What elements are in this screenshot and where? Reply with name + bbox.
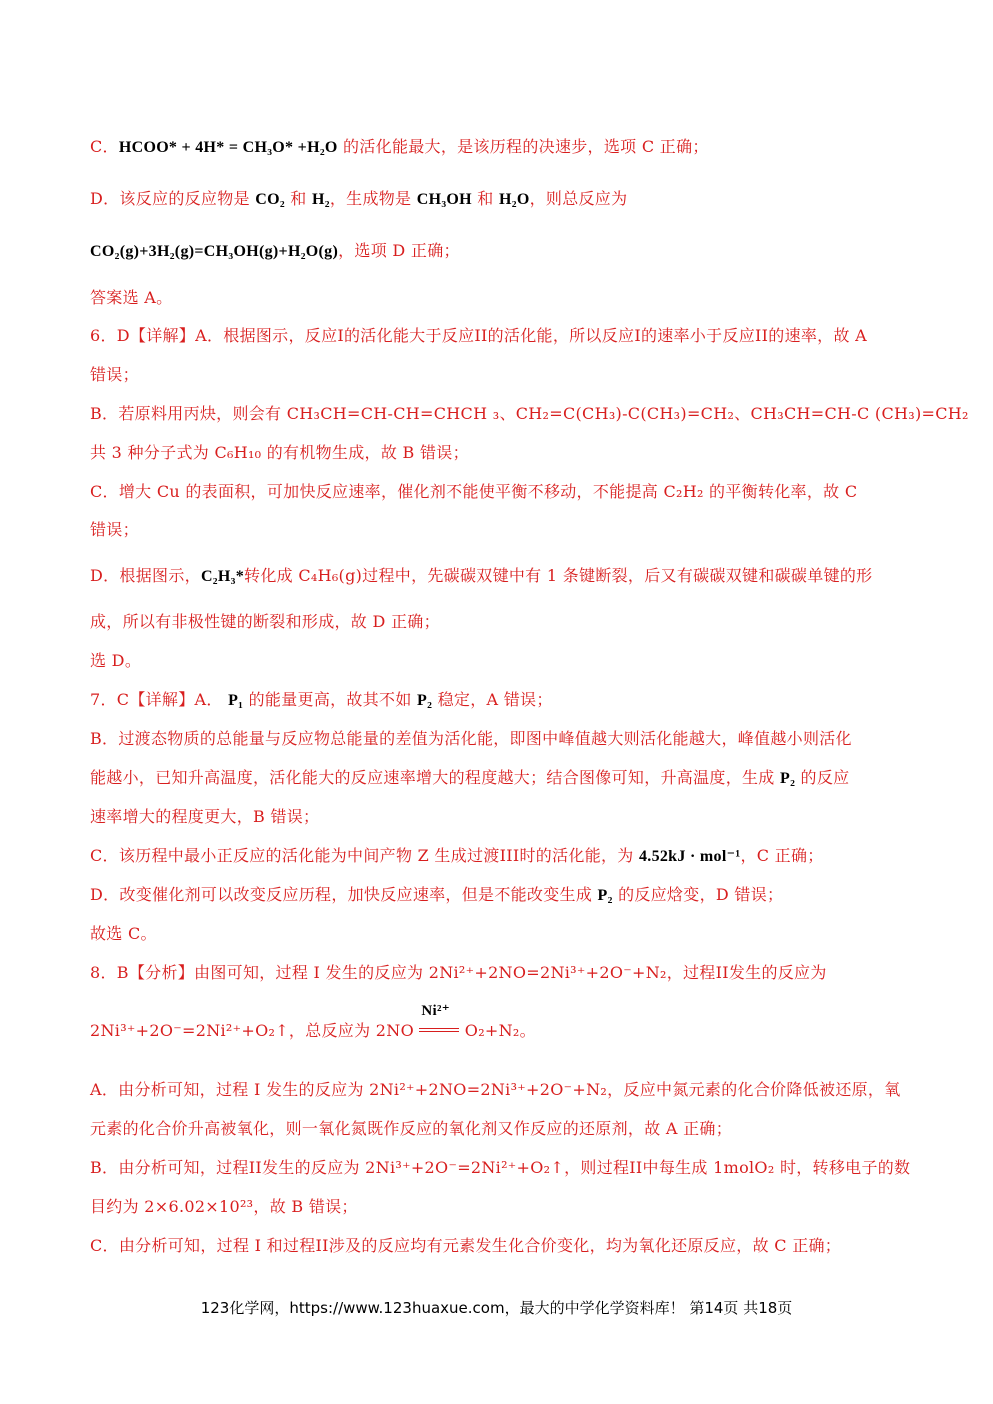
text-run: 元素的化合价升高被氧化，则一氧化氮既作反应的氧化剂又作反应的还原剂，故 A 正确； bbox=[90, 1119, 733, 1138]
text-line-q6 bbox=[90, 325, 903, 347]
text-run: 7．C【详解】A． bbox=[90, 690, 229, 709]
text-line-q8a2 bbox=[90, 1118, 903, 1140]
text-line-ans6 bbox=[90, 650, 903, 672]
text-run: 转化成 C₄H₆(g)过程中，先碳碳双键中有 1 条键断裂，后又有碳碳双键和碳碳单键的形 bbox=[244, 566, 873, 585]
text-run: 8．B【分析】由图可知，过程 I 发生的反应为 2Ni²⁺+2NO=2Ni³⁺+2O⁻+N₂，过程II发生的反应为 bbox=[90, 963, 827, 982]
formula: P₂ bbox=[780, 770, 796, 787]
text-line-q8 bbox=[90, 962, 903, 984]
formula: P₂ bbox=[597, 887, 613, 904]
formula: HCOO* + 4H* = CH₃O* +H₂O bbox=[118, 139, 338, 156]
text-run: 共 3 种分子式为 C₆H₁₀ 的有机物生成，故 B 错误； bbox=[90, 443, 469, 462]
text-line-ans7 bbox=[90, 923, 903, 945]
text-line-q6b bbox=[90, 403, 969, 425]
catalyst-label: Ni²⁺ bbox=[421, 1003, 451, 1019]
formula: H₂O bbox=[499, 191, 530, 208]
text-run: A．由分析可知，过程 I 发生的反应为 2Ni²⁺+2NO=2Ni³⁺+2O⁻+N₂，反应中氮元素的化合价降低被还原，氧 bbox=[90, 1080, 901, 1099]
text-line-q7c bbox=[90, 845, 903, 868]
formula: C₂H₃* bbox=[200, 568, 245, 585]
text-run: ，选项 D 正确； bbox=[338, 241, 460, 260]
formula: P₁ bbox=[228, 692, 244, 709]
text-line-q8b bbox=[90, 1157, 911, 1179]
text-run: 和 bbox=[471, 189, 499, 208]
page-footer: 123化学网，https://www.123huaxue.com，最大的中学化学资料库！ 第14页 共18页 bbox=[200, 1299, 793, 1317]
text-line-q8b2 bbox=[90, 1196, 903, 1218]
text-run: C． bbox=[90, 137, 119, 156]
text-run: 错误； bbox=[90, 520, 139, 539]
text-run: 2Ni³⁺+2O⁻=2Ni²⁺+O₂↑，总反应为 2NO bbox=[90, 1021, 420, 1040]
text-run: 和 bbox=[284, 189, 312, 208]
text-line-c5 bbox=[90, 136, 903, 159]
text-run: D．该反应的反应物是 bbox=[90, 189, 256, 208]
text-run: 的反应焓变，D 错误； bbox=[612, 885, 784, 904]
text-line-q6d bbox=[90, 565, 903, 588]
catalyst-equals-sign bbox=[419, 1003, 459, 1042]
text-line-q7b2 bbox=[90, 767, 903, 790]
text-run: 选 D。 bbox=[90, 651, 142, 670]
text-run: 的能量更高，故其不如 bbox=[243, 690, 418, 709]
text-line-ans5 bbox=[90, 287, 903, 309]
text-line-q7b bbox=[90, 728, 903, 750]
text-line-q8r bbox=[90, 1003, 903, 1042]
text-run: B．若原料用丙炔，则会有 CH₃CH=CH-CH=CHCH ₃、CH₂=C(CH₃)-C(CH₃)=CH₂、CH₃CH=CH-C (CH₃)=CH₂ bbox=[90, 404, 969, 423]
text-run: C．由分析可知，过程 I 和过程II涉及的反应均有元素发生化合价变化，均为氧化还原反应，故 C 正确； bbox=[90, 1236, 842, 1255]
text-run: ，生成物是 bbox=[329, 189, 417, 208]
text-line-q7 bbox=[90, 689, 903, 712]
text-run: 速率增大的程度更大，B 错误； bbox=[90, 807, 320, 826]
text-run: ，C 正确； bbox=[740, 846, 824, 865]
text-run: 的活化能最大，是该历程的决速步，选项 C 正确； bbox=[337, 137, 709, 156]
formula: CH₃OH bbox=[416, 191, 472, 208]
double-line bbox=[419, 1028, 459, 1032]
text-run: D．根据图示， bbox=[90, 566, 201, 585]
text-line-q6d2 bbox=[90, 611, 903, 633]
text-line-q6b2 bbox=[90, 442, 903, 464]
text-run: 6．D【详解】A．根据图示，反应I的活化能大于反应II的活化能，所以反应I的速率小于反应II的速率，故 A bbox=[90, 326, 868, 345]
text-line-q6a2 bbox=[90, 364, 903, 386]
text-run: 的反应 bbox=[795, 768, 850, 787]
text-line-q6c2 bbox=[90, 519, 903, 541]
text-run: 稳定，A 错误； bbox=[432, 690, 553, 709]
formula: CO₂(g)+3H₂(g)=CH₃OH(g)+H₂O(g) bbox=[90, 243, 339, 260]
text-line-q8c bbox=[90, 1235, 903, 1257]
text-run: B．过渡态物质的总能量与反应物总能量的差值为活化能，即图中峰值越大则活化能越大，峰值越小则活化 bbox=[90, 729, 852, 748]
text-run: 故选 C。 bbox=[90, 924, 157, 943]
text-line-d5 bbox=[90, 188, 903, 211]
text-run: D．改变催化剂可以改变反应历程，加快反应速率，但是不能改变生成 bbox=[90, 885, 598, 904]
text-run: O₂+N₂。 bbox=[459, 1021, 536, 1040]
text-run: 能越小，已知升高温度，活化能大的反应速率增大的程度越大；结合图像可知，升高温度，生成 bbox=[90, 768, 780, 787]
text-run: C．该历程中最小正反应的活化能为中间产物 Z 生成过渡III时的活化能，为 bbox=[90, 846, 639, 865]
text-run: C．增大 Cu 的表面积，可加快反应速率，催化剂不能使平衡不移动，不能提高 C₂H₂ 的平衡转化率，故 C bbox=[90, 482, 858, 501]
text-run: 目约为 2×6.02×10²³，故 B 错误； bbox=[90, 1197, 358, 1216]
formula: CO₂ bbox=[255, 191, 285, 208]
text-line-q6c bbox=[90, 481, 903, 503]
text-run: ，则总反应为 bbox=[529, 189, 628, 208]
text-line-d5b bbox=[90, 240, 903, 263]
text-line-q7d bbox=[90, 884, 903, 907]
formula: 4.52kJ · mol⁻¹ bbox=[638, 848, 741, 865]
formula: P₂ bbox=[417, 692, 433, 709]
formula: H₂ bbox=[312, 191, 330, 208]
text-line-q8a bbox=[90, 1079, 903, 1101]
text-run: 答案选 A。 bbox=[90, 288, 173, 307]
text-run: 错误； bbox=[90, 365, 139, 384]
text-run: B．由分析可知，过程II发生的反应为 2Ni³⁺+2O⁻=2Ni²⁺+O₂↑，则过程II中每生成 1molO₂ 时，转移电子的数 bbox=[90, 1158, 911, 1177]
text-run: 成，所以有非极性键的断裂和形成，故 D 正确； bbox=[90, 612, 440, 631]
text-line-q7b3 bbox=[90, 806, 903, 828]
